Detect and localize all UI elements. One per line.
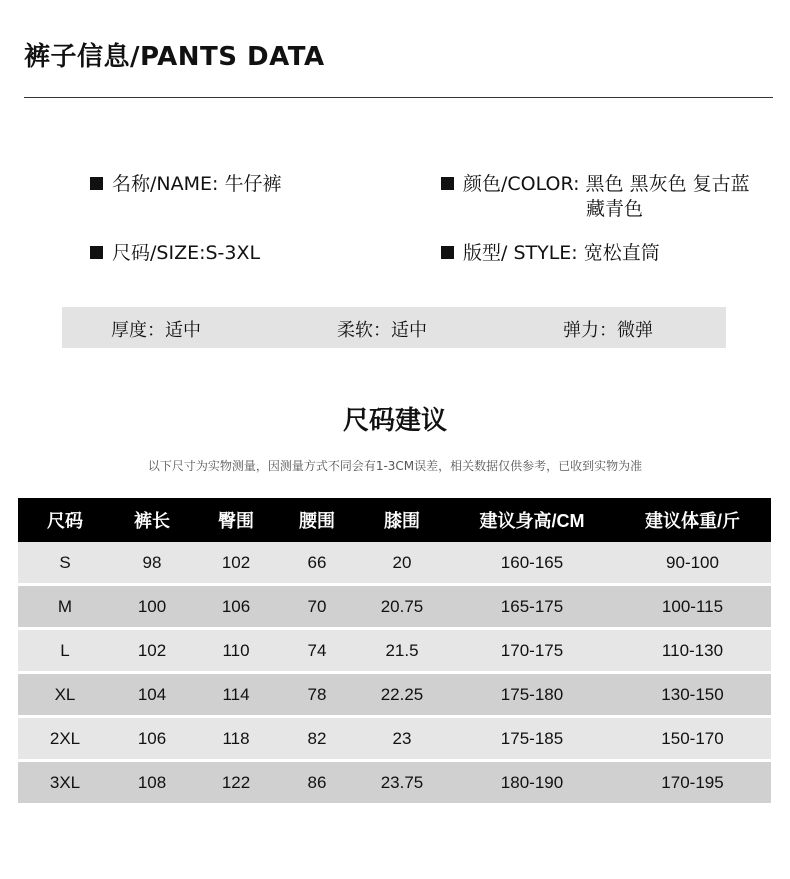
table-cell: 100-115 xyxy=(614,586,771,630)
table-cell: 170-175 xyxy=(450,630,614,674)
table-cell: 130-150 xyxy=(614,674,771,718)
table-cell: 66 xyxy=(280,542,354,586)
spec-color-text-continued: 藏青色 xyxy=(586,198,644,220)
table-cell: 122 xyxy=(192,762,280,806)
table-cell: 175-185 xyxy=(450,718,614,762)
table-cell: 20 xyxy=(354,542,450,586)
header-length: 裤长 xyxy=(112,498,192,542)
table-cell: 21.5 xyxy=(354,630,450,674)
table-cell: 102 xyxy=(192,542,280,586)
header-knee: 膝围 xyxy=(354,498,450,542)
size-table xyxy=(18,498,771,806)
table-cell: 86 xyxy=(280,762,354,806)
square-bullet-icon xyxy=(90,177,103,190)
table-cell: 90-100 xyxy=(614,542,771,586)
prop-elasticity: 弹力：微弹 xyxy=(563,320,653,341)
square-bullet-icon xyxy=(90,246,103,259)
page-title: 裤子信息/PANTS DATA xyxy=(24,42,325,72)
prop-softness: 柔软：适中 xyxy=(337,320,427,341)
table-cell: 98 xyxy=(112,542,192,586)
table-row xyxy=(18,586,771,630)
header-height: 建议身高/CM xyxy=(450,498,614,542)
spec-style-text: 版型/ STYLE: 宽松直筒 xyxy=(463,242,660,264)
prop-thickness: 厚度：适中 xyxy=(111,320,201,341)
table-cell: 175-180 xyxy=(450,674,614,718)
spec-color-text: 颜色/COLOR: 黑色 黑灰色 复古蓝 xyxy=(463,173,750,195)
table-cell: 102 xyxy=(112,630,192,674)
table-cell: 104 xyxy=(112,674,192,718)
table-cell: 3XL xyxy=(18,762,112,806)
table-cell: 150-170 xyxy=(614,718,771,762)
table-cell: 118 xyxy=(192,718,280,762)
table-cell: S xyxy=(18,542,112,586)
header-weight: 建议体重/斤 xyxy=(614,498,771,542)
header-waist: 腰围 xyxy=(280,498,354,542)
header-divider xyxy=(24,97,773,98)
table-row xyxy=(18,630,771,674)
table-cell: 23 xyxy=(354,718,450,762)
header-size: 尺码 xyxy=(18,498,112,542)
header-hip: 臀围 xyxy=(192,498,280,542)
table-cell: 100 xyxy=(112,586,192,630)
table-cell: 70 xyxy=(280,586,354,630)
table-cell: 2XL xyxy=(18,718,112,762)
table-cell: 74 xyxy=(280,630,354,674)
spec-name-text: 名称/NAME: 牛仔裤 xyxy=(112,173,282,195)
square-bullet-icon xyxy=(441,246,454,259)
table-cell: 23.75 xyxy=(354,762,450,806)
table-cell: 114 xyxy=(192,674,280,718)
size-section-title: 尺码建议 xyxy=(342,406,447,436)
spec-size-text: 尺码/SIZE:S-3XL xyxy=(112,242,261,264)
table-cell: 170-195 xyxy=(614,762,771,806)
table-cell: L xyxy=(18,630,112,674)
table-cell: 106 xyxy=(192,586,280,630)
square-bullet-icon xyxy=(441,177,454,190)
size-section-note: 以下尺寸为实物测量，因测量方式不同会有1-3CM误差，相关数据仅供参考，已收到实物为准 xyxy=(147,459,643,473)
table-cell: 108 xyxy=(112,762,192,806)
table-row xyxy=(18,674,771,718)
table-cell: 110-130 xyxy=(614,630,771,674)
table-cell: 82 xyxy=(280,718,354,762)
table-cell: 160-165 xyxy=(450,542,614,586)
table-cell: 180-190 xyxy=(450,762,614,806)
table-cell: XL xyxy=(18,674,112,718)
table-cell: 106 xyxy=(112,718,192,762)
fabric-properties-bar xyxy=(62,307,726,348)
table-cell: 22.25 xyxy=(354,674,450,718)
table-header-row xyxy=(18,498,771,542)
table-cell: 78 xyxy=(280,674,354,718)
table-cell: M xyxy=(18,586,112,630)
table-row xyxy=(18,762,771,806)
table-cell: 165-175 xyxy=(450,586,614,630)
table-cell: 110 xyxy=(192,630,280,674)
table-cell: 20.75 xyxy=(354,586,450,630)
table-row xyxy=(18,718,771,762)
table-row xyxy=(18,542,771,586)
